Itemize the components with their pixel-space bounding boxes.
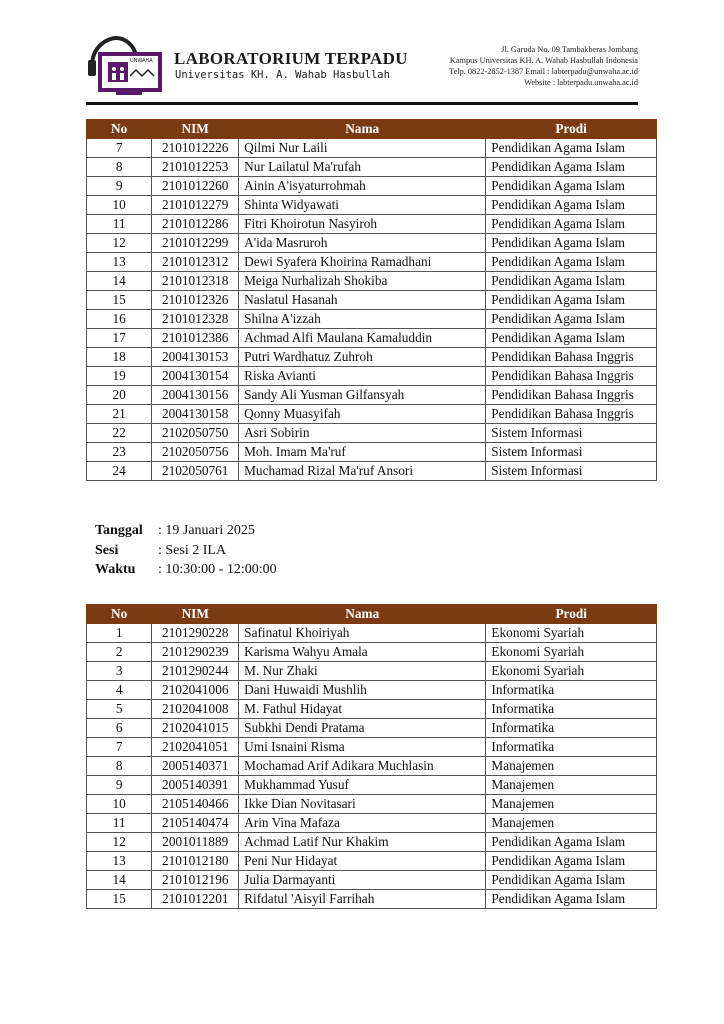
cell-nama: Mukhammad Yusuf [239,776,486,795]
cell-nim: 2005140391 [152,776,239,795]
table-row [87,139,657,158]
cell-nim: 2004130153 [152,348,239,367]
cell-nama: Riska Avianti [239,367,486,386]
cell-no: 1 [87,624,152,643]
cell-nama: M. Nur Zhaki [239,662,486,681]
cell-prodi: Manajemen [486,757,657,776]
cell-prodi: Pendidikan Agama Islam [486,852,657,871]
contact-phone-email: Telp. 0822-2852-1387 Email : labterpadu@unwaha.ac.id [449,67,638,76]
cell-nama: Dewi Syafera Khoirina Ramadhani [239,253,486,272]
column-header-prodi: Prodi [486,605,657,624]
table-row [87,386,657,405]
cell-prodi: Pendidikan Agama Islam [486,158,657,177]
cell-nama: Naslatul Hasanah [239,291,486,310]
cell-prodi: Informatika [486,738,657,757]
cell-nama: Fitri Khoirotun Nasyiroh [239,215,486,234]
cell-prodi: Sistem Informasi [486,443,657,462]
table-row [87,215,657,234]
contact-info [449,44,638,88]
cell-nim: 2101012226 [152,139,239,158]
cell-no: 9 [87,177,152,196]
cell-nim: 2101012328 [152,310,239,329]
contact-website: Website : labterpadu.unwaha.ac.id [524,78,638,87]
participant-table-1 [86,119,657,481]
table-row [87,738,657,757]
cell-nim: 2004130158 [152,405,239,424]
table-row [87,624,657,643]
cell-no: 8 [87,158,152,177]
table-row [87,662,657,681]
cell-prodi: Pendidikan Agama Islam [486,196,657,215]
cell-no: 7 [87,738,152,757]
cell-nama: Moh. Imam Ma'ruf [239,443,486,462]
cell-no: 7 [87,139,152,158]
svg-text:UNWAHA: UNWAHA [130,58,153,64]
cell-nama: Ikke Dian Novitasari [239,795,486,814]
cell-no: 9 [87,776,152,795]
lab-title: LABORATORIUM TERPADU [174,49,408,68]
cell-no: 15 [87,291,152,310]
time-value: : 10:30:00 - 12:00:00 [158,562,277,577]
cell-nama: Qilmi Nur Laili [239,139,486,158]
lab-logo-icon [86,36,168,96]
cell-prodi: Informatika [486,700,657,719]
cell-nama: Subkhi Dendi Pratama [239,719,486,738]
column-header-no: No [87,120,152,139]
cell-nama: Achmad Alfi Maulana Kamaluddin [239,329,486,348]
cell-nama: Muchamad Rizal Ma'ruf Ansori [239,462,486,481]
cell-no: 14 [87,871,152,890]
cell-prodi: Ekonomi Syariah [486,624,657,643]
cell-prodi: Pendidikan Agama Islam [486,871,657,890]
cell-no: 23 [87,443,152,462]
cell-prodi: Ekonomi Syariah [486,662,657,681]
cell-no: 22 [87,424,152,443]
cell-no: 13 [87,852,152,871]
cell-nim: 2101012386 [152,329,239,348]
table-row [87,776,657,795]
table-row [87,757,657,776]
contact-campus: Kampus Universitas KH. A. Wahab Hasbullah Indonesia [449,56,638,65]
cell-no: 11 [87,814,152,833]
cell-no: 6 [87,719,152,738]
table-row [87,272,657,291]
column-header-no: No [87,605,152,624]
cell-nim: 2004130156 [152,386,239,405]
header-divider [86,102,638,105]
cell-no: 4 [87,681,152,700]
cell-prodi: Pendidikan Agama Islam [486,139,657,158]
cell-prodi: Pendidikan Agama Islam [486,833,657,852]
table-row [87,234,657,253]
cell-no: 18 [87,348,152,367]
cell-nama: Rifdatul 'Aisyil Farrihah [239,890,486,909]
cell-no: 19 [87,367,152,386]
cell-no: 11 [87,215,152,234]
table-row [87,253,657,272]
cell-nim: 2101290239 [152,643,239,662]
cell-no: 13 [87,253,152,272]
table-header-row [87,120,657,139]
cell-nama: Ainin A'isyaturrohmah [239,177,486,196]
cell-nim: 2101012180 [152,852,239,871]
table-row [87,158,657,177]
column-header-nim: NIM [152,605,239,624]
cell-nim: 2105140466 [152,795,239,814]
cell-prodi: Sistem Informasi [486,462,657,481]
cell-prodi: Pendidikan Bahasa Inggris [486,386,657,405]
cell-no: 10 [87,795,152,814]
cell-nim: 2102050756 [152,443,239,462]
table-row [87,681,657,700]
cell-nama: Meiga Nurhalizah Shokiba [239,272,486,291]
cell-nama: A'ida Masruroh [239,234,486,253]
column-header-prodi: Prodi [486,120,657,139]
cell-nama: Julia Darmayanti [239,871,486,890]
cell-nim: 2005140371 [152,757,239,776]
cell-no: 20 [87,386,152,405]
table-row [87,196,657,215]
cell-nim: 2101290228 [152,624,239,643]
cell-prodi: Pendidikan Agama Islam [486,272,657,291]
cell-no: 24 [87,462,152,481]
cell-nim: 2101012299 [152,234,239,253]
cell-prodi: Pendidikan Agama Islam [486,310,657,329]
cell-no: 15 [87,890,152,909]
cell-nim: 2101290244 [152,662,239,681]
letterhead [86,34,638,102]
table-row [87,890,657,909]
cell-prodi: Sistem Informasi [486,424,657,443]
cell-nama: Asri Sobirin [239,424,486,443]
table-row [87,405,657,424]
cell-prodi: Manajemen [486,776,657,795]
cell-nama: Achmad Latif Nur Khakim [239,833,486,852]
cell-prodi: Pendidikan Agama Islam [486,253,657,272]
cell-nim: 2101012286 [152,215,239,234]
cell-nim: 2102050761 [152,462,239,481]
table-row [87,367,657,386]
cell-prodi: Ekonomi Syariah [486,643,657,662]
table-row [87,871,657,890]
column-header-nama: Nama [239,605,486,624]
cell-prodi: Pendidikan Agama Islam [486,329,657,348]
table-row [87,643,657,662]
cell-prodi: Pendidikan Agama Islam [486,177,657,196]
cell-no: 17 [87,329,152,348]
table-row [87,291,657,310]
table-header-row [87,605,657,624]
cell-prodi: Manajemen [486,795,657,814]
table-row [87,719,657,738]
cell-nim: 2004130154 [152,367,239,386]
cell-nama: Umi Isnaini Risma [239,738,486,757]
cell-nama: Arin Vina Mafaza [239,814,486,833]
cell-prodi: Pendidikan Agama Islam [486,234,657,253]
table-row [87,348,657,367]
cell-prodi: Pendidikan Agama Islam [486,215,657,234]
column-header-nama: Nama [239,120,486,139]
cell-prodi: Informatika [486,719,657,738]
cell-nim: 2102041015 [152,719,239,738]
cell-no: 10 [87,196,152,215]
table-row [87,329,657,348]
cell-nim: 2102041006 [152,681,239,700]
cell-nama: Putri Wardhatuz Zuhroh [239,348,486,367]
cell-no: 16 [87,310,152,329]
table-row [87,700,657,719]
cell-no: 14 [87,272,152,291]
cell-nim: 2101012201 [152,890,239,909]
cell-nama: Shinta Widyawati [239,196,486,215]
cell-prodi: Informatika [486,681,657,700]
cell-nama: M. Fathul Hidayat [239,700,486,719]
cell-prodi: Pendidikan Agama Islam [486,890,657,909]
table-row [87,833,657,852]
participant-table-2 [86,604,657,909]
cell-nama: Safinatul Khoiriyah [239,624,486,643]
cell-nim: 2102050750 [152,424,239,443]
cell-nim: 2102041051 [152,738,239,757]
cell-no: 2 [87,643,152,662]
cell-no: 3 [87,662,152,681]
column-header-nim: NIM [152,120,239,139]
cell-prodi: Pendidikan Bahasa Inggris [486,348,657,367]
cell-nim: 2102041008 [152,700,239,719]
cell-nama: Nur Lailatul Ma'rufah [239,158,486,177]
session-label: Sesi [95,542,119,558]
cell-no: 8 [87,757,152,776]
cell-prodi: Pendidikan Bahasa Inggris [486,405,657,424]
table-row [87,443,657,462]
date-label: Tanggal [95,523,143,538]
cell-prodi: Pendidikan Agama Islam [486,291,657,310]
cell-no: 12 [87,833,152,852]
cell-nim: 2105140474 [152,814,239,833]
cell-prodi: Manajemen [486,814,657,833]
table-row [87,310,657,329]
time-label: Waktu [95,562,136,577]
cell-nim: 2101012318 [152,272,239,291]
table-row [87,795,657,814]
cell-nim: 2101012326 [152,291,239,310]
table-row [87,814,657,833]
table-row [87,424,657,443]
cell-nim: 2101012253 [152,158,239,177]
cell-nama: Qonny Muasyifah [239,405,486,424]
cell-nama: Shilna A'izzah [239,310,486,329]
cell-nim: 2101012312 [152,253,239,272]
lab-subtitle: Universitas KH. A. Wahab Hasbullah [175,69,390,81]
cell-nama: Mochamad Arif Adikara Muchlasin [239,757,486,776]
cell-nim: 2001011889 [152,833,239,852]
cell-nama: Peni Nur Hidayat [239,852,486,871]
cell-nama: Karisma Wahyu Amala [239,643,486,662]
cell-no: 21 [87,405,152,424]
contact-address: Jl. Garuda No. 09 Tambakberas Jombang [501,45,638,54]
cell-no: 5 [87,700,152,719]
cell-nim: 2101012196 [152,871,239,890]
cell-prodi: Pendidikan Bahasa Inggris [486,367,657,386]
table-row [87,177,657,196]
session-value: : Sesi 2 ILA [158,542,227,558]
date-value: : 19 Januari 2025 [158,523,255,538]
cell-nama: Dani Huwaidi Mushlih [239,681,486,700]
cell-nim: 2101012260 [152,177,239,196]
table-row [87,462,657,481]
table-row [87,852,657,871]
cell-no: 12 [87,234,152,253]
cell-nim: 2101012279 [152,196,239,215]
cell-nama: Sandy Ali Yusman Gilfansyah [239,386,486,405]
